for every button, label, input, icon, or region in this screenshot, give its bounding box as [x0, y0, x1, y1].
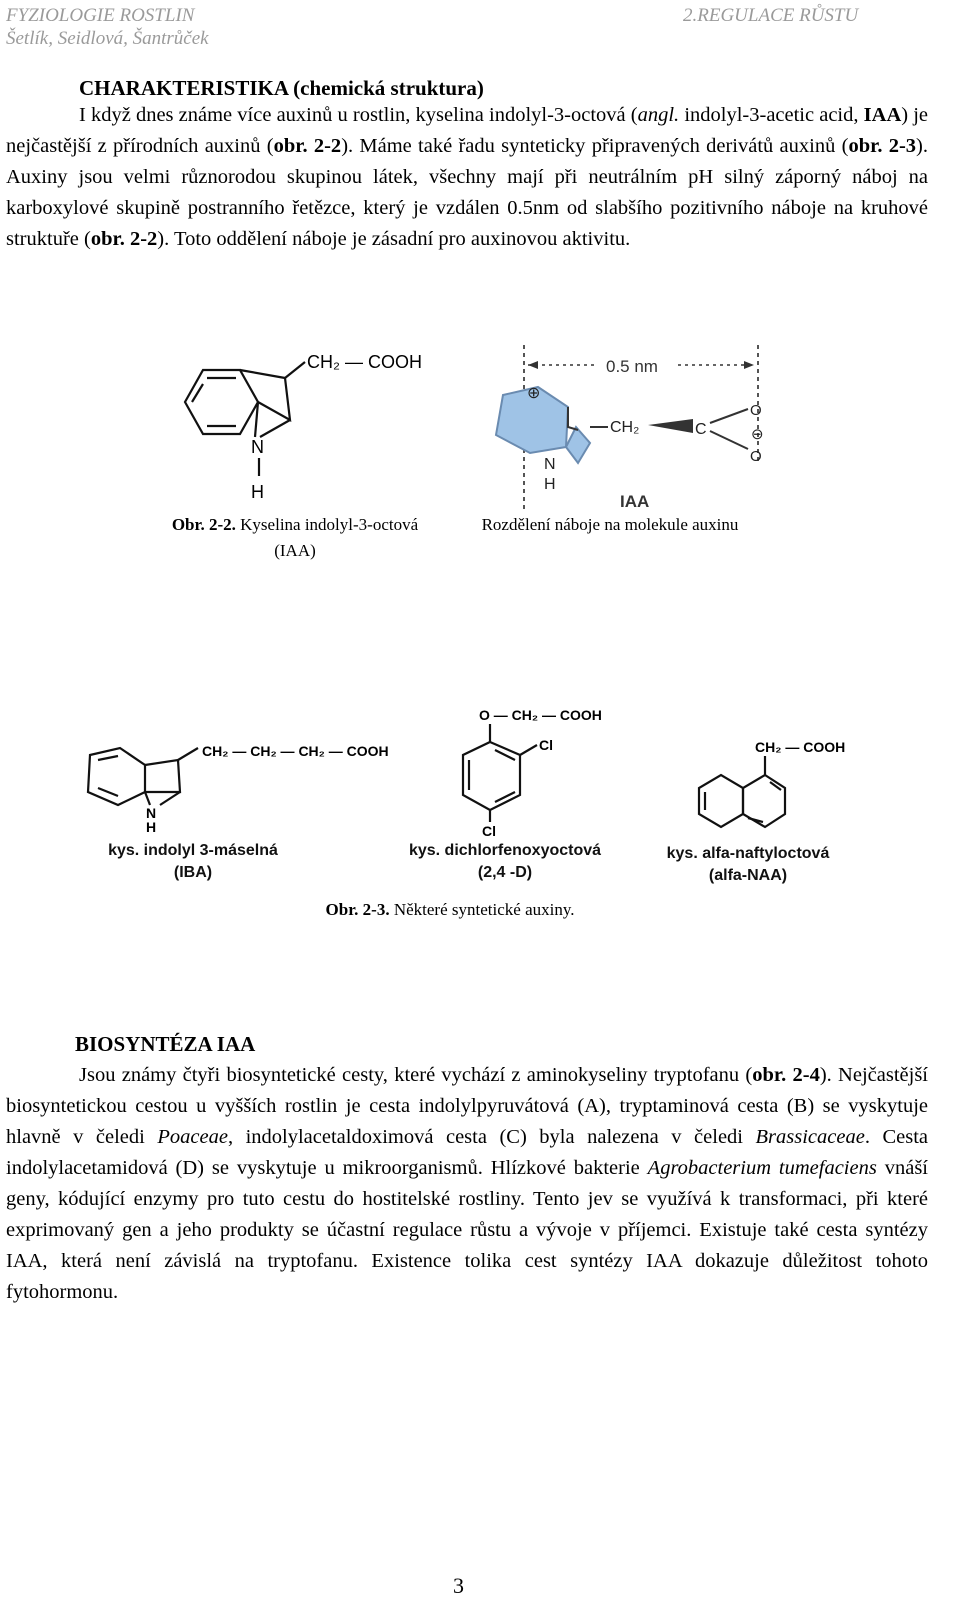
text-run: ). Máme také řadu synteticky připravených derivátů auxinů ( — [341, 135, 849, 157]
text-run: , indolylacetaldoximová cesta (C) byla nalezena v čeledi — [227, 1126, 756, 1148]
text-run: IAA — [863, 104, 902, 126]
iba-atom-h: H — [146, 819, 157, 835]
text-run: Jsou známy čtyři biosyntetické cesty, které vychází z aminokyseliny tryptofanu ( — [79, 1064, 753, 1086]
naa-label — [648, 843, 848, 887]
caption-number: Obr. 2-3. — [325, 900, 390, 919]
caption-text: Kyselina indolyl-3-octová (IAA) — [235, 515, 419, 560]
iba-structure-diagram — [70, 730, 420, 840]
charge-distribution-diagram — [468, 335, 788, 515]
charge-atom-n: N — [544, 456, 556, 473]
label-line: kys. indolyl 3-máselná — [108, 842, 278, 859]
charge-minus: ⊖ — [751, 426, 764, 443]
label-line: kys. alfa-naftyloctová — [666, 845, 830, 862]
paragraph-characteristics — [6, 100, 928, 255]
text-run: ) je nejčastější z přírodních auxinů ( — [6, 104, 929, 157]
figure-ref: obr. 2-2 — [90, 228, 158, 250]
charge-oxygen-1: O — [750, 402, 762, 419]
iba-chain: CH₂ — CH₂ — CH₂ — COOH — [202, 743, 389, 759]
label-line: (IBA) — [173, 864, 213, 881]
iba-atom-n: N — [146, 805, 157, 821]
24d-structure-diagram — [435, 700, 635, 840]
naa-structure-diagram — [675, 730, 875, 850]
header-course-title: FYZIOLOGIE ROSTLIN — [6, 5, 195, 26]
caption-text: Některé syntetické auxiny. — [389, 900, 575, 919]
figure-ref: obr. 2-4 — [752, 1064, 820, 1086]
iaa-atom-h: H — [251, 482, 264, 502]
charge-atom-h: H — [544, 476, 556, 493]
naa-chain: CH₂ — COOH — [755, 739, 846, 755]
charge-carbon: C — [695, 421, 707, 438]
figure-2-2-caption — [150, 512, 440, 564]
text-run: ). Auxiny jsou velmi různorodou skupinou látek, všechny mají při neutrálním pH silný záporný náboj na karboxylové skupině postranního řetězce, který je vzdálen 0.5nm od slabšího pozitivního náboje na kruhové struktuře ( — [6, 135, 928, 250]
section-heading-characteristics: CHARAKTERISTIKA (chemická struktura) — [79, 76, 484, 100]
24d-cl-1: Cl — [539, 737, 553, 753]
figure-2-3-caption — [290, 897, 610, 923]
caption-number: Obr. 2-2. — [171, 515, 236, 534]
charge-oxygen-2: O — [750, 448, 762, 465]
iaa-atom-n: N — [251, 437, 264, 457]
text-run: angl. — [637, 104, 680, 126]
text-run: indolyl-3-acetic acid, — [679, 104, 864, 126]
text-run: I když dnes známe více auxinů u rostlin, kyselina indolyl-3-octová ( — [79, 104, 638, 126]
text-run: ). Toto oddělení náboje je zásadní pro auxinovou aktivitu. — [157, 228, 631, 250]
iaa-structure-diagram — [155, 340, 445, 505]
paragraph-biosynthesis — [6, 1060, 928, 1308]
charge-ch2: CH₂ — [610, 419, 640, 436]
page-number: 3 — [453, 1573, 464, 1598]
label-line: (2,4 -D) — [477, 864, 533, 881]
24d-label — [395, 840, 615, 884]
header-authors: Šetlík, Seidlová, Šantrůček — [6, 28, 209, 49]
charge-iaa-label: IAA — [620, 492, 650, 511]
taxon-name: Brassicaceae — [755, 1126, 865, 1148]
header-chapter-title: 2.REGULACE RŮSTU — [683, 5, 859, 26]
figure-ref: obr. 2-3 — [848, 135, 917, 157]
24d-cl-2: Cl — [482, 823, 496, 839]
iaa-side-chain: CH₂ — COOH — [307, 352, 422, 372]
label-line: (alfa-NAA) — [708, 867, 788, 884]
iba-label — [88, 840, 298, 884]
text-run: . Cesta indolylacetamidová (D) se vyskytuje u mikroorganismů. Hlízkové bakterie — [6, 1126, 928, 1179]
charge-caption: Rozdělení náboje na molekule auxinu — [481, 515, 739, 534]
charge-distance: 0.5 nm — [606, 357, 658, 376]
text-run: vnáší geny, kódující enzymy pro tuto cestu do hostitelské rostliny. Tento jev se využívá k transformaci, při které exprimovaný gen a jeho produkty se účastní regulace růstu a vývoje v příjemci. Existuje také cesta syntézy IAA, která není závislá na tryptofanu. Existence tolika cest syntézy IAA dokazuje důležitost tohoto fytohormonu. — [6, 1157, 928, 1303]
figure-ref: obr. 2-2 — [273, 135, 342, 157]
24d-chain: O — CH₂ — COOH — [479, 707, 602, 723]
charge-plus: ⊕ — [527, 385, 541, 402]
section-heading-biosynthesis: BIOSYNTÉZA IAA — [75, 1032, 256, 1056]
taxon-name: Agrobacterium tumefaciens — [647, 1157, 877, 1179]
text-run: ). Nejčastější biosyntetickou cestou u vyšších rostlin je cesta indolylpyruvátová (A), tryptaminová cesta (B) se vyskytuje hlavně v čeledi — [6, 1064, 928, 1148]
taxon-name: Poaceae — [157, 1126, 228, 1148]
label-line: kys. dichlorfenoxyoctová — [408, 842, 602, 859]
